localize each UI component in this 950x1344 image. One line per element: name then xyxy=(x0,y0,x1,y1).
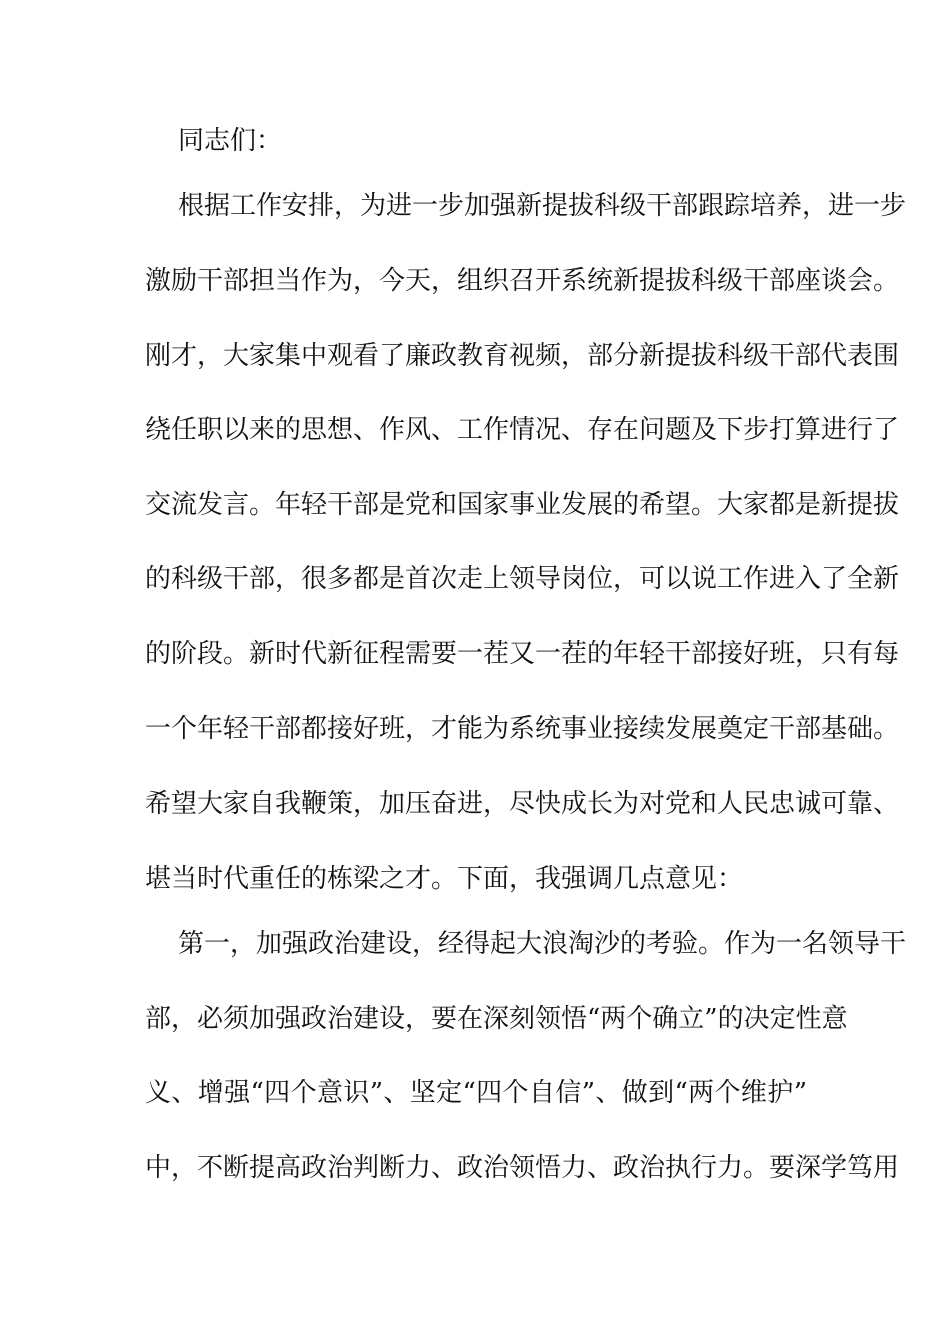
paragraph-2-line-3: 义、增强“四个意识”、坚定“四个自信”、做到“两个维护” xyxy=(145,1078,807,1108)
salutation: 同志们： xyxy=(178,126,283,156)
paragraph-2-line-4: 中，不断提高政治判断力、政治领悟力、政治执行力。要深学笃用 xyxy=(145,1153,900,1183)
paragraph-1-line-8: 一个年轻干部都接好班，才能为系统事业接续发展奠定干部基础。 xyxy=(145,714,900,744)
paragraph-1-line-10: 堪当时代重任的栋梁之才。下面，我强调几点意见： xyxy=(145,864,744,894)
paragraph-2-line-2: 部，必须加强政治建设，要在深刻领悟“两个确立”的决定性意 xyxy=(145,1004,848,1034)
paragraph-1-line-3: 刚才，大家集中观看了廉政教育视频，部分新提拔科级干部代表围 xyxy=(145,341,900,371)
paragraph-1-line-4: 绕任职以来的思想、作风、工作情况、存在问题及下步打算进行了 xyxy=(145,415,900,445)
paragraph-2-line-1: 第一，加强政治建设，经得起大浪淘沙的考验。作为一名领导干 xyxy=(178,929,907,959)
paragraph-1-line-7: 的阶段。新时代新征程需要一茬又一茬的年轻干部接好班，只有每 xyxy=(145,639,900,669)
paragraph-1-line-2: 激励干部担当作为，今天，组织召开系统新提拔科级干部座谈会。 xyxy=(145,266,900,296)
paragraph-1-line-9: 希望大家自我鞭策，加压奋进，尽快成长为对党和人民忠诚可靠、 xyxy=(145,789,900,819)
paragraph-1-line-1: 根据工作安排，为进一步加强新提拔科级干部跟踪培养，进一步 xyxy=(178,191,907,221)
paragraph-1-line-5: 交流发言。年轻干部是党和国家事业发展的希望。大家都是新提拔 xyxy=(145,490,900,520)
paragraph-1-line-6: 的科级干部，很多都是首次走上领导岗位，可以说工作进入了全新 xyxy=(145,564,900,594)
